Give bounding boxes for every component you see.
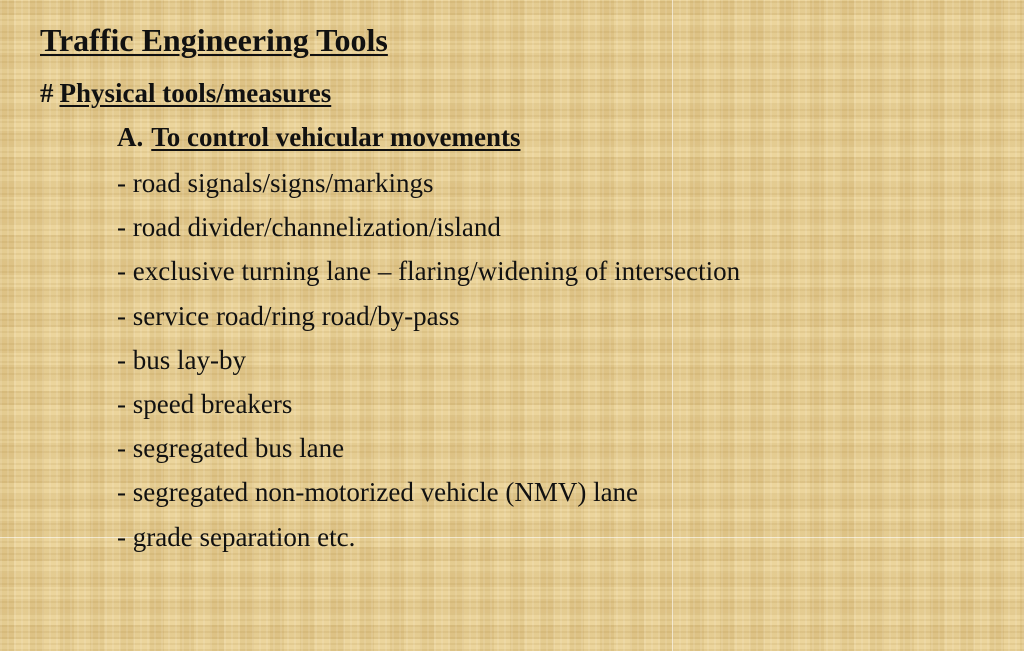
section-label: Physical tools/measures <box>59 78 332 108</box>
subsection-prefix: A. <box>117 122 144 152</box>
section-marker: # <box>40 78 54 108</box>
list-item: - segregated bus lane <box>117 433 345 464</box>
measure-list <box>117 164 740 562</box>
subsection-heading <box>117 122 520 153</box>
subsection-label: To control vehicular movements <box>151 122 521 152</box>
list-item: - speed breakers <box>117 388 293 419</box>
section-heading <box>40 78 331 109</box>
list-item: - road divider/channelization/island <box>117 212 501 243</box>
slide-title: Traffic Engineering Tools <box>40 22 388 58</box>
list-item: - road signals/signs/markings <box>117 168 434 198</box>
list-item: - segregated non-motorized vehicle (NMV) lane <box>117 477 639 508</box>
list-item: - bus lay-by <box>117 344 246 375</box>
list-item: - exclusive turning lane – flaring/widening of intersection <box>117 256 741 287</box>
list-item: - grade separation etc. <box>117 521 356 552</box>
list-item: - service road/ring road/by-pass <box>117 300 460 331</box>
